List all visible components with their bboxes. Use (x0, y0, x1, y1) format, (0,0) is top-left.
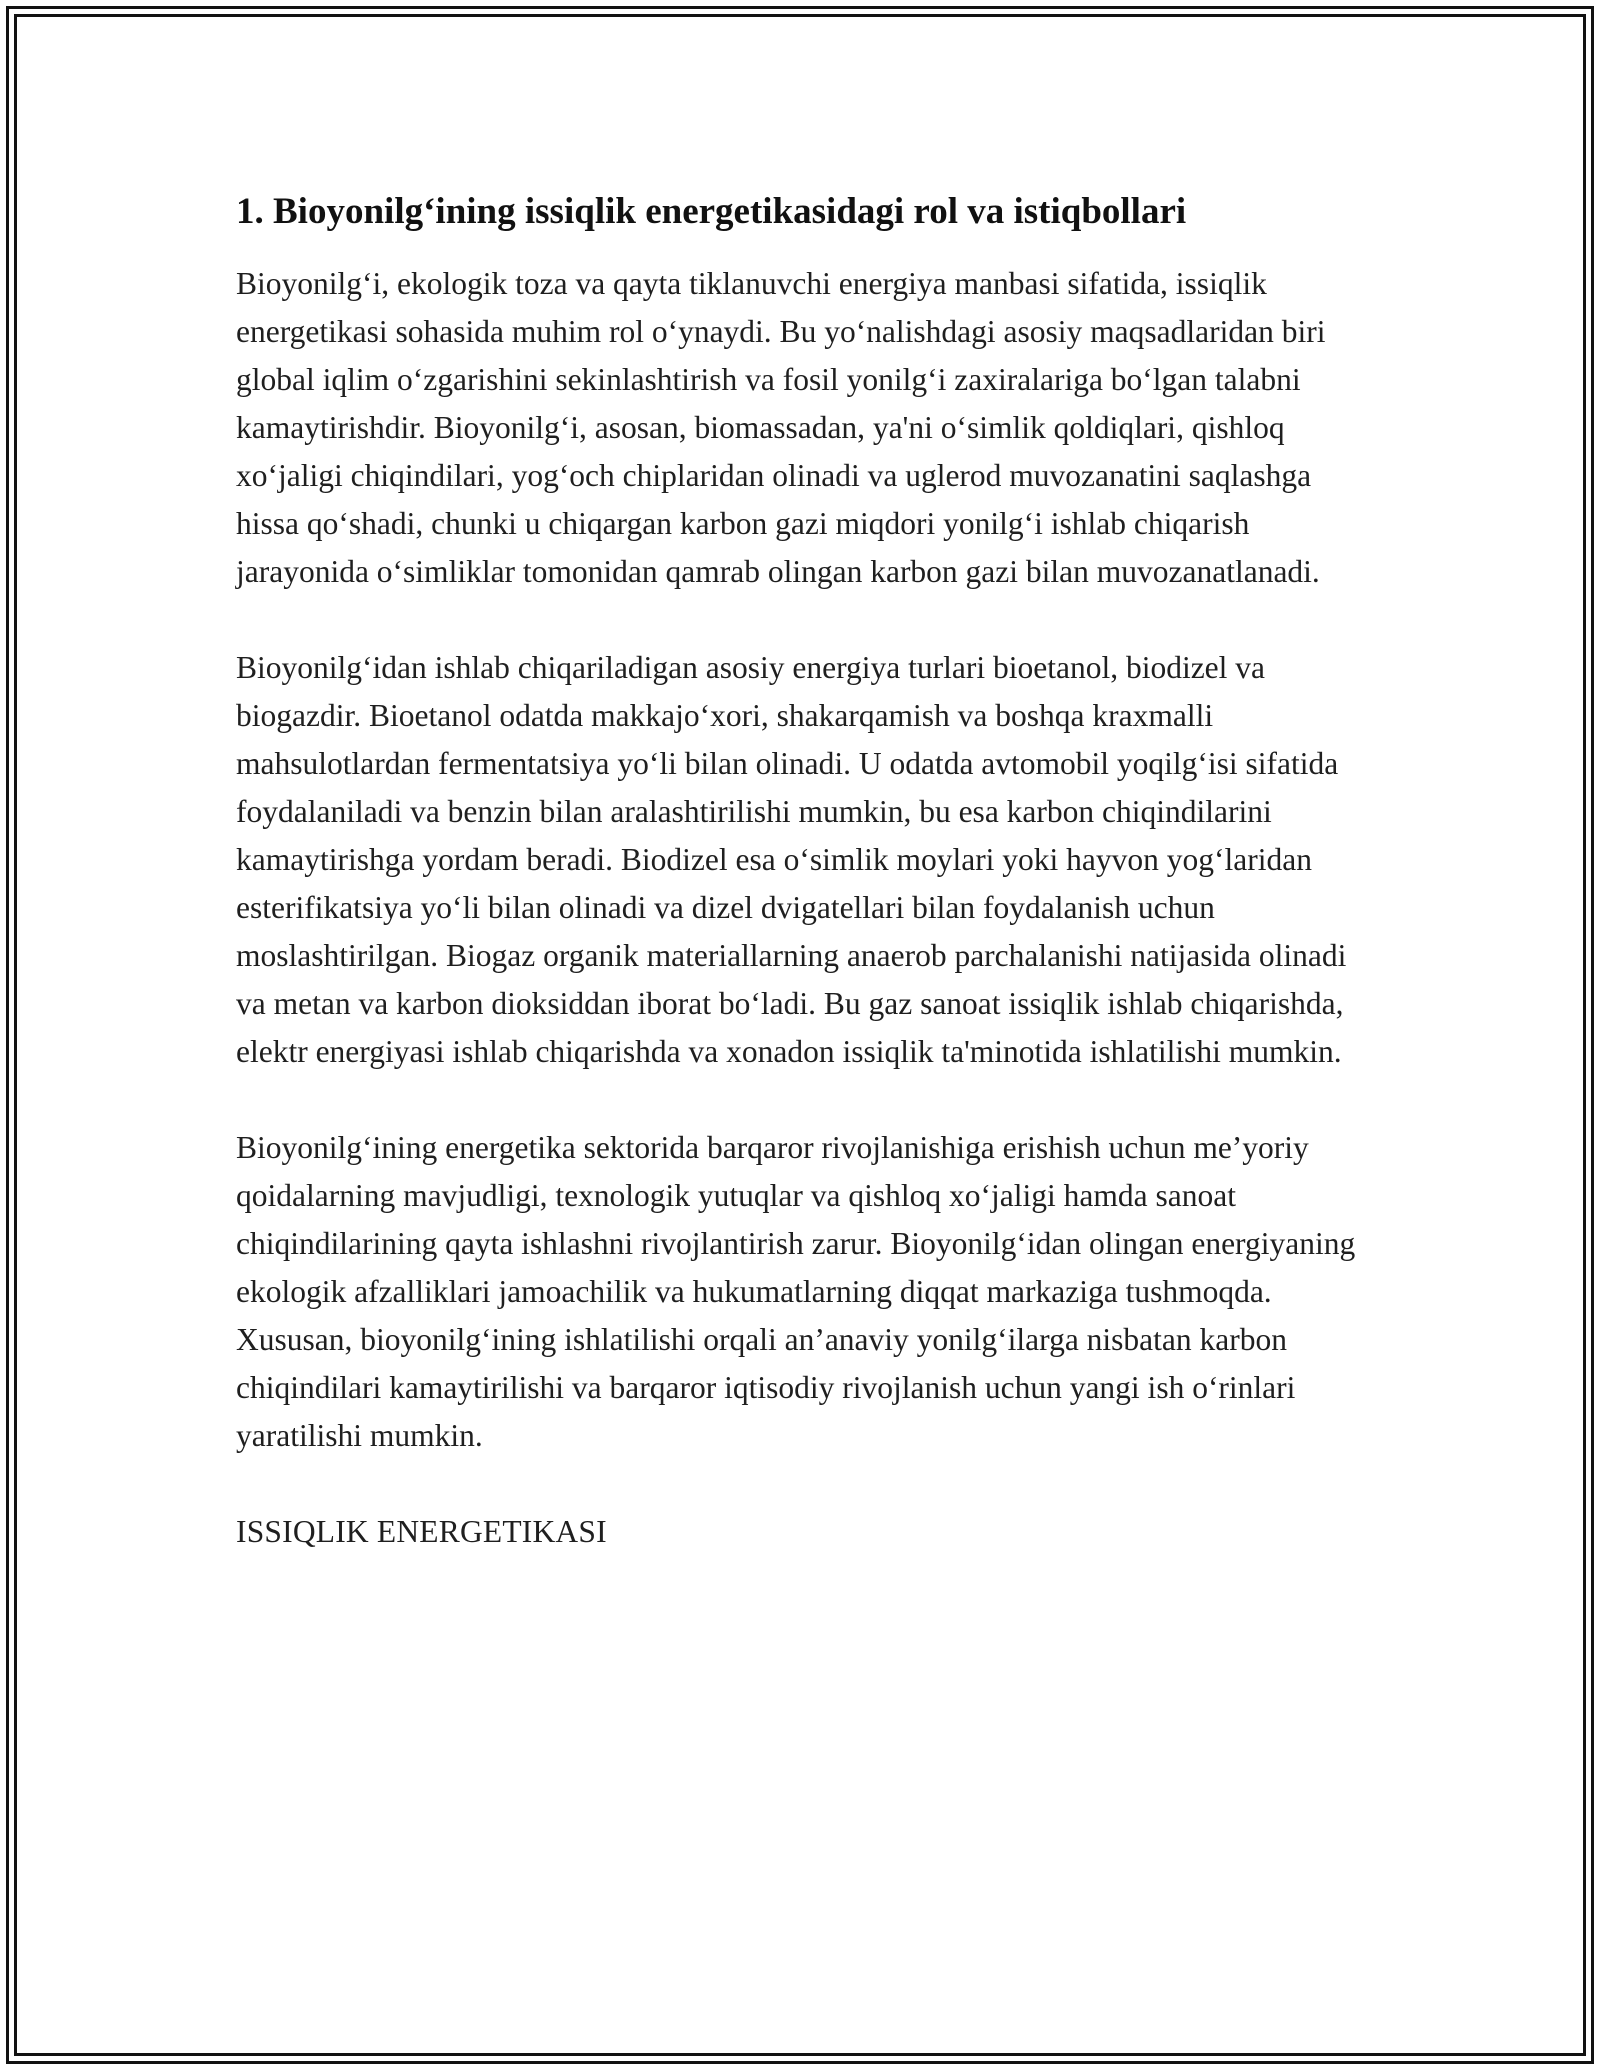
document-body (236, 186, 1372, 1556)
paragraph-sustainability: Bioyonilg‘ining energetika sektorida barqaror rivojlanishiga erishish uchun me’yoriy qoidalarning mavjudligi, texnologik yutuqlar va qishloq xo‘jaligi hamda sanoat chiqindilarining qayta ishlashni rivojlantirish zarur. Bioyonilg‘idan olingan energiyaning ekologik afzalliklari jamoachilik va hukumatlarning diqqat markaziga tushmoqda. Xususan, bioyonilg‘ining ishlatilishi orqali an’anaviy yonilg‘ilarga nisbatan karbon chiqindilari kamaytirilishi va barqaror iqtisodiy rivojlanish uchun yangi ish o‘rinlari yaratilishi mumkin. (236, 1130, 1356, 1453)
paragraph-intro: Bioyonilg‘i, ekologik toza va qayta tiklanuvchi energiya manbasi sifatida, issiqlik energetikasi sohasida muhim rol o‘ynaydi. Bu yo‘nalishdagi asosiy maqsadlaridan biri global iqlim o‘zgarishini sekinlashtirish va fosil yonilg‘i zaxiralariga bo‘lgan talabni kamaytirishdir. Bioyonilg‘i, asosan, biomassadan, ya'ni o‘simlik qoldiqlari, qishloq xo‘jaligi chiqindilari, yog‘och chiplaridan olinadi va uglerod muvozanatini saqlashga hissa qo‘shadi, chunki u chiqargan karbon gazi miqdori yonilg‘i ishlab chiqarish jarayonida o‘simliklar tomonidan qamrab olingan karbon gazi bilan muvozanatlanadi. (236, 266, 1326, 589)
section-footer-label: ISSIQLIK ENERGETIKASI (236, 1514, 607, 1549)
section-heading: 1. Bioyonilg‘ining issiqlik energetikasidagi rol va istiqbollari (236, 191, 1187, 232)
paragraph-energy-types: Bioyonilg‘idan ishlab chiqariladigan asosiy energiya turlari bioetanol, biodizel va biogazdir. Bioetanol odatda makkajo‘xori, shakarqamish va boshqa kraxmalli mahsulotlardan fermentatsiya yo‘li bilan olinadi. U odatda avtomobil yoqilg‘isi sifatida foydalaniladi va benzin bilan aralashtirilishi mumkin, bu esa karbon chiqindilarini kamaytirishga yordam beradi. Biodizel esa o‘simlik moylari yoki hayvon yog‘laridan esterifikatsiya yo‘li bilan olinadi va dizel dvigatellari bilan foydalanish uchun moslashtirilgan. Biogaz organik materiallarning anaerob parchalanishi natijasida olinadi va metan va karbon dioksiddan iborat bo‘ladi. Bu gaz sanoat issiqlik ishlab chiqarishda, elektr energiyasi ishlab chiqarishda va xonadon issiqlik ta'minotida ishlatilishi mumkin. (236, 650, 1347, 1069)
